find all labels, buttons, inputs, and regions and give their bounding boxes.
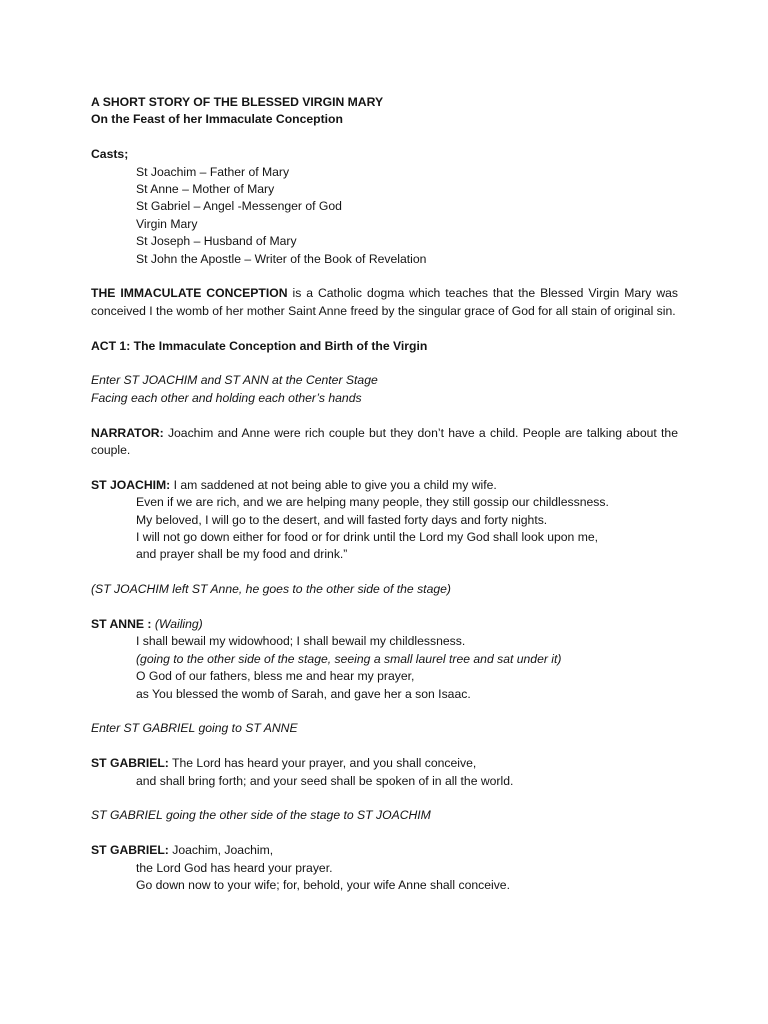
dialogue-line: O God of our fathers, bless me and hear my prayer, [136,669,415,684]
dialogue-line: and prayer shall be my food and drink.” [136,547,348,562]
gabriel-dialogue-2 [91,842,678,894]
intro-paragraph [91,285,678,320]
speaker-label: ST ANNE : [91,617,152,632]
dialogue-line: Go down now to your wife; for, behold, your wife Anne shall conceive. [136,878,510,893]
dialogue-line: I will not go down either for food or for drink until the Lord my God shall look upon me, [136,530,599,545]
dialogue-line: I am saddened at not being able to give you a child my wife. [170,477,497,492]
act1-heading: ACT 1: The Immaculate Conception and Birth of the Virgin [91,338,428,353]
cast-item: St Joachim – Father of Mary [136,164,290,179]
cast-item: St Gabriel – Angel -Messenger of God [136,199,342,214]
intro-term: THE IMMACULATE CONCEPTION [91,286,288,301]
stage-direction-part: , he goes to the other side of the stage) [238,582,451,597]
narrator-paragraph [91,425,678,460]
stage-direction [91,581,678,598]
dialogue-line: Even if we are rich, and we are helping many people, they still gossip our childlessness. [136,495,609,510]
stage-direction-part: ST Anne [191,582,239,597]
stage-direction: ST GABRIEL going the other side of the stage to ST JOACHIM [91,808,431,823]
document-page [91,94,678,895]
stage-direction-part: (ST JOACHIM left [91,582,192,597]
dialogue-line: Joachim, Joachim, [168,843,274,858]
cast-item: St John the Apostle – Writer of the Book of Revelation [136,251,427,266]
intro-text: is a Catholic dogma which teaches that the Blessed Virgin Mary was conceived I the womb of her mother Saint Anne freed by the singular grace of God for all stain of original sin. [91,286,678,318]
casts-list [91,164,678,268]
stage-direction: Facing each other and holding each other’s hands [91,390,362,405]
casts-heading: Casts; [91,147,129,162]
joachim-dialogue [91,477,678,564]
dialogue-line: as You blessed the womb of Sarah, and gave her a son Isaac. [136,686,471,701]
document-title: A SHORT STORY OF THE BLESSED VIRGIN MARY [91,95,384,109]
stage-direction: Enter ST JOACHIM and ST ANN at the Center Stage [91,373,378,388]
dialogue-line: the Lord God has heard your prayer. [136,860,333,875]
cast-item: St Joseph – Husband of Mary [136,234,297,249]
speaker-label: ST JOACHIM: [91,477,171,492]
stage-direction: (going to the other side of the stage, seeing a small laurel tree and sat under it) [136,651,562,666]
stage-direction: Enter ST GABRIEL going to ST ANNE [91,721,298,736]
gabriel-dialogue-1 [91,755,678,790]
speaker-label: ST GABRIEL: [91,756,169,771]
cast-item: St Anne – Mother of Mary [136,182,275,197]
cast-item: Virgin Mary [136,216,198,231]
speaker-label: NARRATOR: [91,425,164,440]
anne-dialogue [91,616,678,703]
dialogue-line: My beloved, I will go to the desert, and will fasted forty days and forty nights. [136,512,548,527]
dialogue-line: The Lord has heard your prayer, and you shall conceive, [168,756,477,771]
document-subtitle: On the Feast of her Immaculate Conception [91,112,343,127]
dialogue-line: and shall bring forth; and your seed shall be spoken of in all the world. [136,773,514,788]
dialogue-line: I shall bewail my widowhood; I shall bewail my childlessness. [136,634,466,649]
speaker-label: ST GABRIEL: [91,843,169,858]
stage-direction-inline: (Wailing) [151,617,203,632]
narrator-text: Joachim and Anne were rich couple but they don’t have a child. People are talking about the couple. [91,425,678,458]
